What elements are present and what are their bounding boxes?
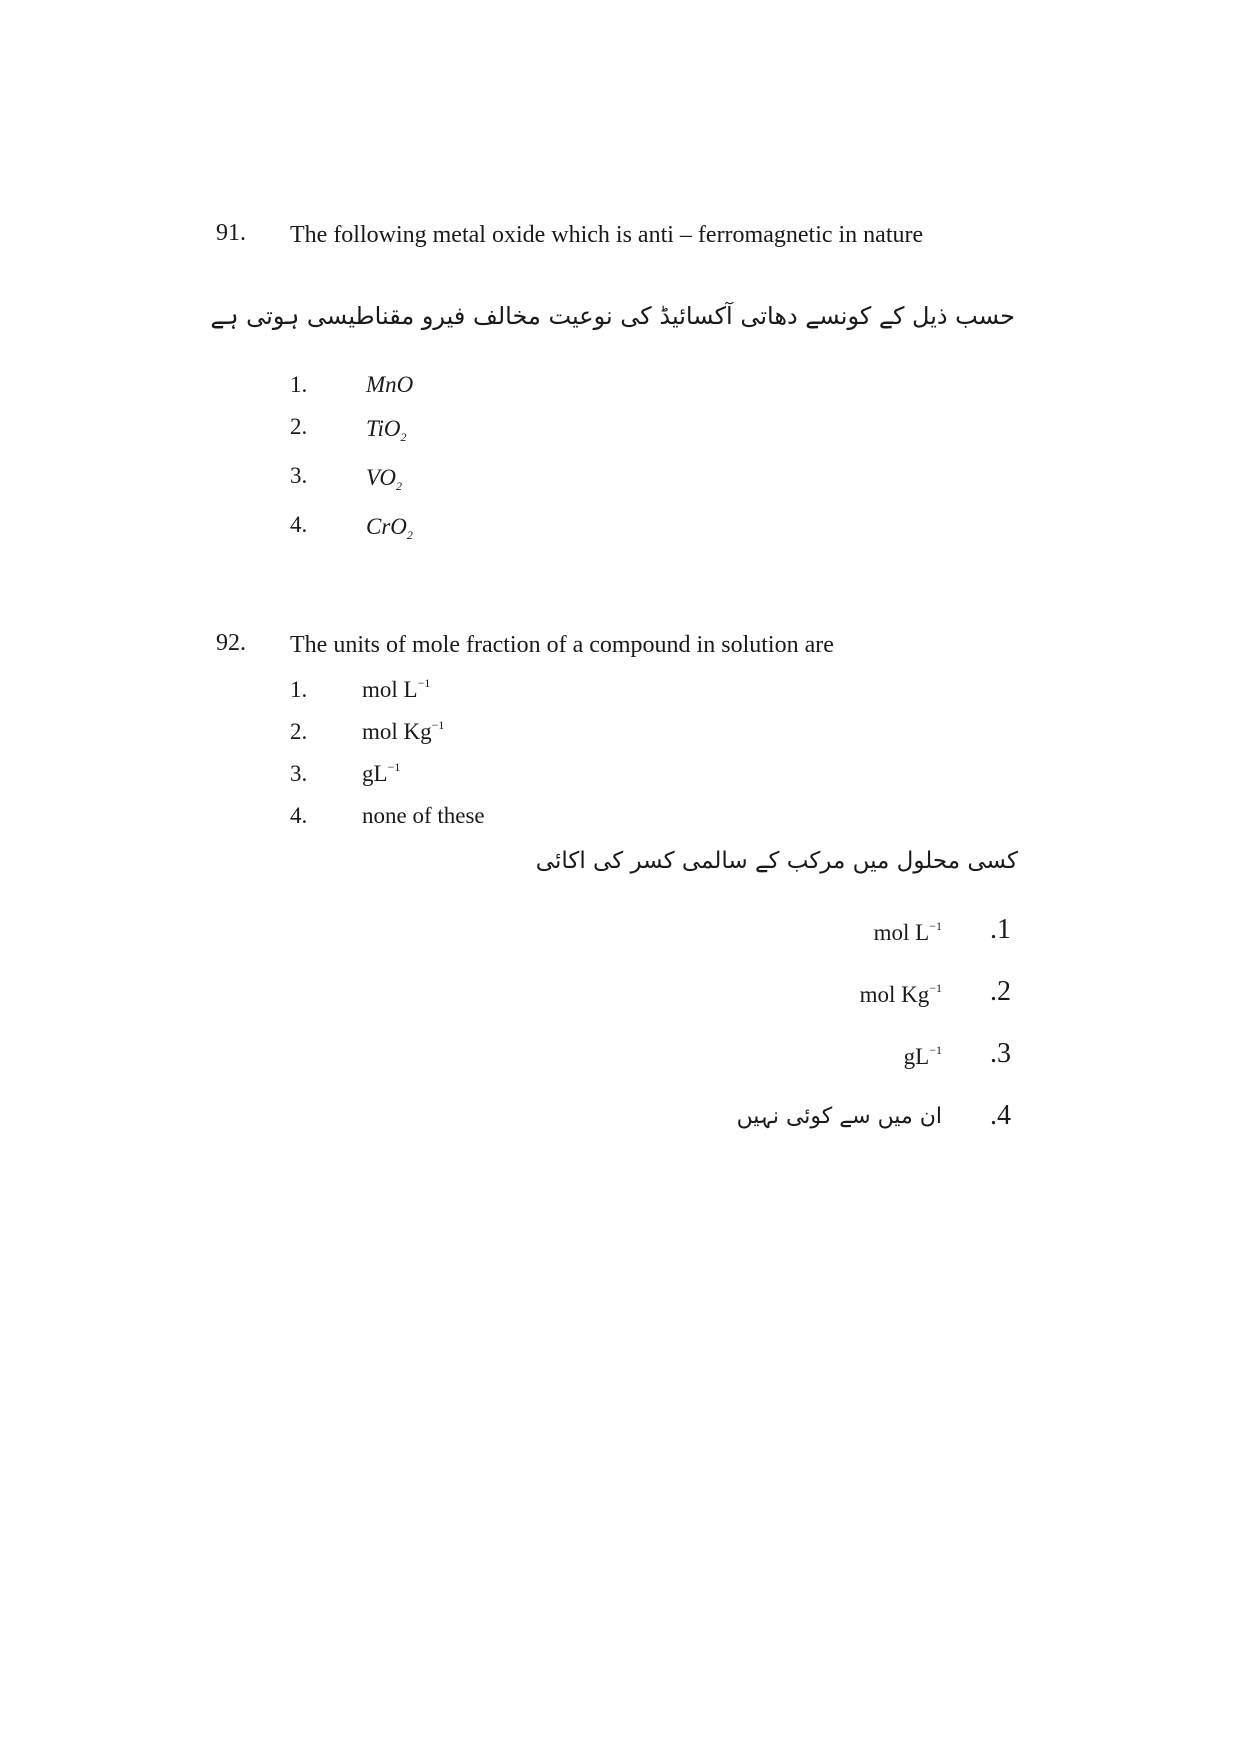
option-number: 1. [290,677,308,702]
question-91-text: The following metal oxide which is anti – ferromagnetic in nature [290,222,924,248]
question-92-number: 92. [216,630,246,656]
question-92-urdu-text: کسی محلول میں مرکب کے سالمی کسر کی اکائی [535,848,1018,874]
urdu-option-unit: mol $L^{-1}$ [873,919,942,945]
urdu-option-unit: mol $Kg^{-1}$ [859,981,942,1007]
option-formula: TiO$_2$ [366,416,407,444]
option-unit: mol $Kg^{-1}$ [362,718,445,744]
urdu-option-text: ان میں سے کوئی نہیں [736,1104,942,1129]
option-text: none of these [362,803,485,828]
option-number: 4. [290,803,308,828]
option-formula: CrO$_2$ [366,514,413,542]
question-91-urdu-text: حسب ذیل کے کونسے دھاتی آکسائیڈ کی نوعیت مخالف فیرو مقناطیسی ہوتی ہے [210,302,1015,330]
urdu-option-number: .2 [990,976,1011,1007]
question-91-number: 91. [216,220,246,246]
urdu-option-number: .4 [990,1100,1011,1131]
option-number: 1. [290,372,308,397]
option-number: 4. [290,512,308,537]
option-unit: $gL^{-1}$ [362,760,401,786]
question-92-text: The units of mole fraction of a compound in solution are [290,632,834,658]
option-formula: $VO_2$ [366,465,402,493]
option-formula: MnO [366,372,414,397]
option-unit: mol $L^{-1}$ [362,676,431,702]
option-number: 3. [290,463,308,488]
option-number: 3. [290,761,308,786]
urdu-option-unit: $gL^{-1}$ [903,1043,942,1069]
option-number: 2. [290,414,308,439]
urdu-option-number: .1 [990,914,1011,945]
option-number: 2. [290,719,308,744]
urdu-option-number: .3 [990,1038,1011,1069]
